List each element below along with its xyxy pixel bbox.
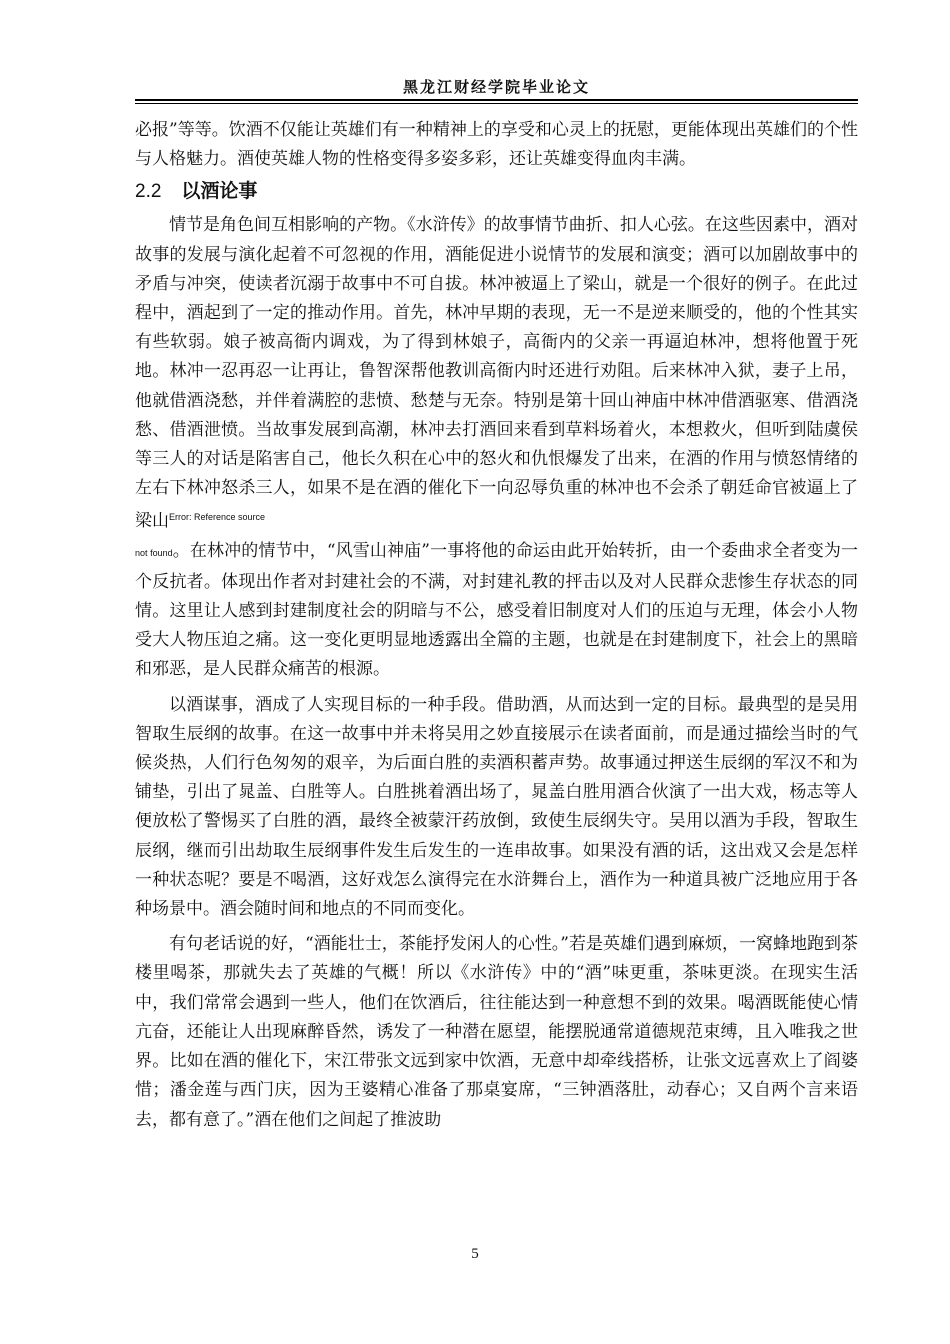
reference-error-cont: not found (135, 547, 173, 558)
section-heading (135, 176, 858, 207)
running-header: 黑龙江财经学院毕业论文 (402, 78, 590, 96)
section-number: 2.2 (135, 181, 162, 203)
paragraph-continued: 必报”等等。饮酒不仅能让英雄们有一种精神上的享受和心灵上的抚慰，更能体现出英雄们的个性与人格魅力。酒使英雄人物的性格变得多姿多彩，还让英雄变得血肉丰满。 (135, 120, 858, 170)
paragraph-proverb: 有句老话说的好，“酒能壮士，茶能抒发闲人的心性。”若是英雄们遇到麻烦，一窝蜂地跑到茶楼里喝茶，那就失去了英雄的气概！所以《水浒传》中的“酒”味更重，茶味更淡。在现实生活中，我们常常会遇到一些人，他们在饮酒后，往往能达到一种意想不到的效果。喝酒既能使心情亢奋，还能让人出现麻醉昏然，诱发了一种潜在愿望，能摆脱通常道德规范束缚，且入唯我之世界。比如在酒的催化下，宋江带张文远到家中饮酒，无意中却牵线搭桥，让张文远喜欢上了阎婆惜；潘金莲与西门庆，因为王婆精心准备了那桌宴席，“三钟酒落肚，动春心；又自两个言来语去，都有意了。”酒在他们之间起了推波助 (135, 934, 858, 1130)
header-divider-thin (135, 103, 858, 104)
page-number: 5 (471, 1246, 479, 1262)
paragraph-linchong (135, 211, 858, 684)
header-divider (135, 99, 858, 101)
paragraph-text: 。在林冲的情节中，“风雪山神庙”一事将他的命运由此开始转折，由一个委曲求全者变为一个反抗者。体现出作者对封建社会的不满，对封建礼教的抨击以及对人民群众悲惨生存状态的同情。这里让人感到封建制度社会的阴暗与不公，感受着旧制度对人们的压迫与无理，体会小人物受大人物压迫之痛。这一变化更明显地透露出全篇的主题，也就是在封建制度下，社会上的黑暗和邪恶，是人民群众痛苦的根源。 (135, 540, 858, 680)
body-text (135, 116, 858, 1135)
reference-error: Error: Reference source (169, 512, 266, 523)
section-title: 以酒论事 (181, 180, 258, 203)
paragraph-text: 情节是角色间互相影响的产物。《水浒传》的故事情节曲折、扣人心弦。在这些因素中，酒对故事的发展与演化起着不可忽视的作用，酒能促进小说情节的发展和演变；酒可以加剧故事中的矛盾与冲突，使读者沉溺于故事中不可自拔。林冲被逼上了梁山，就是一个很好的例子。在此过程中，酒起到了一定的推动作用。首先，林冲早期的表现，无一不是逆来顺受的，他的个性其实有些软弱。娘子被高衙内调戏，为了得到林娘子，高衙内的父亲一再逼迫林冲，想将他置于死地。林冲一忍再忍一让再让，鲁智深帮他教训高衙内时还进行劝阻。后来林冲入狱，妻子上吊，他就借酒浇愁，并伴着满腔的悲愤、愁楚与无奈。特别是第十回山神庙中林冲借酒驱寒、借酒浇愁、借酒泄愤。当故事发展到高潮，林冲去打酒回来看到草料场着火，本想救火，但听到陆虞侯等三人的对话是陷害自己，他长久积在心中的怒火和仇恨爆发了出来，在酒的作用与愤怒情绪的左右下林冲怒杀三人，如果不是在酒的催化下一向忍辱负重的林冲也不会杀了朝廷命官被逼上了梁山 (135, 215, 858, 532)
paragraph-wuyong: 以酒谋事，酒成了人实现目标的一种手段。借助酒，从而达到一定的目标。最典型的是吴用智取生辰纲的故事。在这一故事中并未将吴用之妙直接展示在读者面前，而是通过描绘当时的气候炎热，人们行色匆匆的艰辛，为后面白胜的卖酒积蓄声势。故事通过押送生辰纲的军汉不和为铺垫，引出了晁盖、白胜等人。白胜挑着酒出场了，晁盖白胜用酒合伙演了一出大戏，杨志等人便放松了警惕买了白胜的酒，最终全被蒙汗药放倒，致使生辰纲失守。吴用以酒为手段，智取生辰纲，继而引出劫取生辰纲事件发生后发生的一连串故事。如果没有酒的话，这出戏又会是怎样一种状态呢？要是不喝酒，这好戏怎么演得完在水浒舞台上，酒作为一种道具被广泛地应用于各种场景中。酒会随时间和地点的不同而变化。 (135, 694, 858, 920)
